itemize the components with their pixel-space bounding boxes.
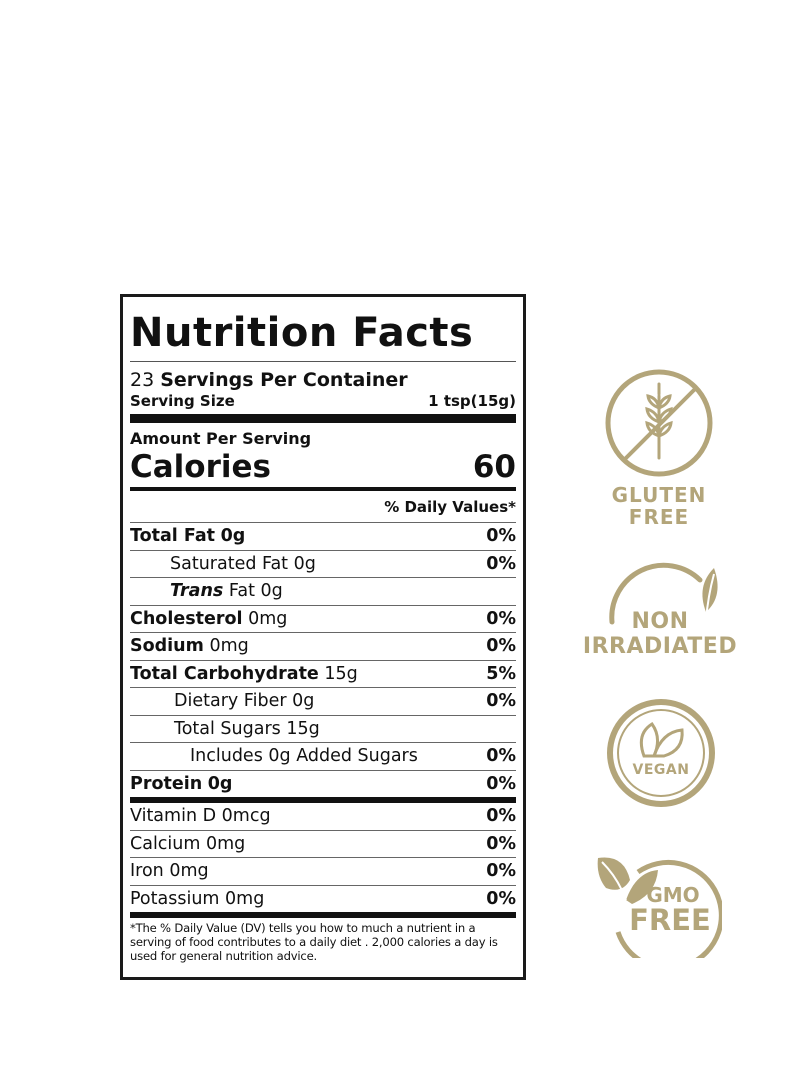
- nutrient-amount: 0mg: [248, 608, 288, 629]
- daily-values-header: % Daily Values*: [384, 498, 516, 516]
- nutrient-row-added-sugars: [130, 742, 516, 770]
- vitamin-dv: 0%: [486, 888, 516, 909]
- thick-divider: [130, 414, 516, 423]
- nutrient-name: Sodium: [130, 636, 204, 657]
- vitamin-name: Vitamin D 0mcg: [130, 806, 271, 827]
- footnote: *The % Daily Value (DV) tells you how to much a nutrient in a serving of food contributes to a daily diet . 2,000 calories a day is used for general nutrition advice.: [130, 921, 498, 963]
- crossed-wheat-icon: [604, 368, 714, 478]
- nutrient-name: Saturated Fat: [170, 553, 289, 574]
- vitamin-row: [130, 830, 516, 858]
- nutrient-row-cholesterol: [130, 605, 516, 633]
- nutrient-amount: 0mg: [209, 636, 249, 657]
- nutrient-amount: 15g: [286, 718, 320, 739]
- nutrient-row-sodium: [130, 632, 516, 660]
- nutrient-row-total-sugars: [130, 715, 516, 743]
- nutrient-dv: 0%: [486, 608, 516, 629]
- medium-divider: [130, 487, 516, 491]
- nutrient-amount: 15g: [324, 663, 358, 684]
- nutrient-row-saturated-fat: [130, 550, 516, 578]
- badge-line: NON: [631, 609, 689, 634]
- nutrient-row-protein: [130, 770, 516, 798]
- badge-line: FREE: [628, 505, 690, 529]
- vitamin-row: [130, 885, 516, 913]
- nutrient-amount: 0g: [207, 773, 233, 794]
- serving-size-row: [130, 392, 516, 410]
- divider: [130, 361, 516, 362]
- nutrient-dv: 0%: [486, 773, 516, 794]
- nutrient-amount: 0g: [220, 526, 246, 547]
- calories-label: Calories: [130, 449, 271, 485]
- servings-per-container: [130, 370, 516, 390]
- gmo-label-line2: FREE: [629, 903, 711, 937]
- nutrient-dv: 0%: [486, 636, 516, 657]
- nutrition-title: Nutrition Facts: [130, 310, 474, 356]
- vegan-leaves-icon: [606, 698, 716, 808]
- nutrient-amount: 0g: [292, 691, 315, 712]
- nutrition-facts-panel: [120, 294, 526, 980]
- vitamin-dv: 0%: [486, 833, 516, 854]
- serving-size-value: 1 tsp(15g): [428, 392, 516, 410]
- nutrient-name: Total Fat: [130, 526, 216, 547]
- calories-row: [130, 450, 516, 484]
- badge-line: IRRADIATED: [582, 634, 738, 659]
- nutrient-dv: 5%: [486, 663, 516, 684]
- servings-text: Servings Per Container: [160, 369, 408, 391]
- nutrient-name: Includes 0g Added Sugars: [190, 746, 418, 767]
- gluten-free-badge: [604, 368, 714, 478]
- nutrient-name: Trans: [170, 581, 224, 602]
- nutrient-dv: 0%: [486, 691, 516, 712]
- nutrient-amount: 0g: [293, 553, 316, 574]
- vitamin-dv: 0%: [486, 806, 516, 827]
- calories-value: 60: [472, 449, 516, 485]
- vegan-badge: [606, 698, 716, 808]
- vitamin-name: Iron 0mg: [130, 861, 209, 882]
- vitamin-row: [130, 803, 516, 830]
- servings-count: 23: [130, 369, 155, 391]
- vegan-label: VEGAN: [632, 762, 690, 778]
- amount-per-serving: Amount Per Serving: [130, 429, 312, 448]
- gmo-label-line1: GMO: [646, 883, 700, 907]
- nutrient-row-trans-fat: [130, 577, 516, 605]
- nutrient-row-total-fat: [130, 522, 516, 550]
- nutrient-name: Dietary Fiber: [174, 691, 287, 712]
- vitamin-row: [130, 857, 516, 885]
- nutrient-dv: 0%: [486, 526, 516, 547]
- nutrient-row-dietary-fiber: [130, 687, 516, 715]
- nutrient-amount: Fat 0g: [228, 581, 283, 602]
- nutrient-name: Total Carbohydrate: [130, 663, 319, 684]
- badge-line: GLUTEN: [611, 483, 707, 507]
- nutrient-name: Protein: [130, 773, 203, 794]
- nutrient-row-total-carbohydrate: [130, 660, 516, 688]
- nutrient-dv: 0%: [486, 553, 516, 574]
- nutrient-name: Total Sugars: [174, 718, 281, 739]
- nutrient-name: Cholesterol: [130, 608, 243, 629]
- vitamin-dv: 0%: [486, 861, 516, 882]
- vitamin-name: Potassium 0mg: [130, 888, 265, 909]
- thick-divider: [130, 912, 516, 918]
- serving-size-label: Serving Size: [130, 392, 235, 410]
- gluten-free-label: [600, 484, 718, 528]
- vitamin-name: Calcium 0mg: [130, 833, 246, 854]
- nutrient-dv: 0%: [486, 746, 516, 767]
- non-irradiated-label: [580, 609, 740, 659]
